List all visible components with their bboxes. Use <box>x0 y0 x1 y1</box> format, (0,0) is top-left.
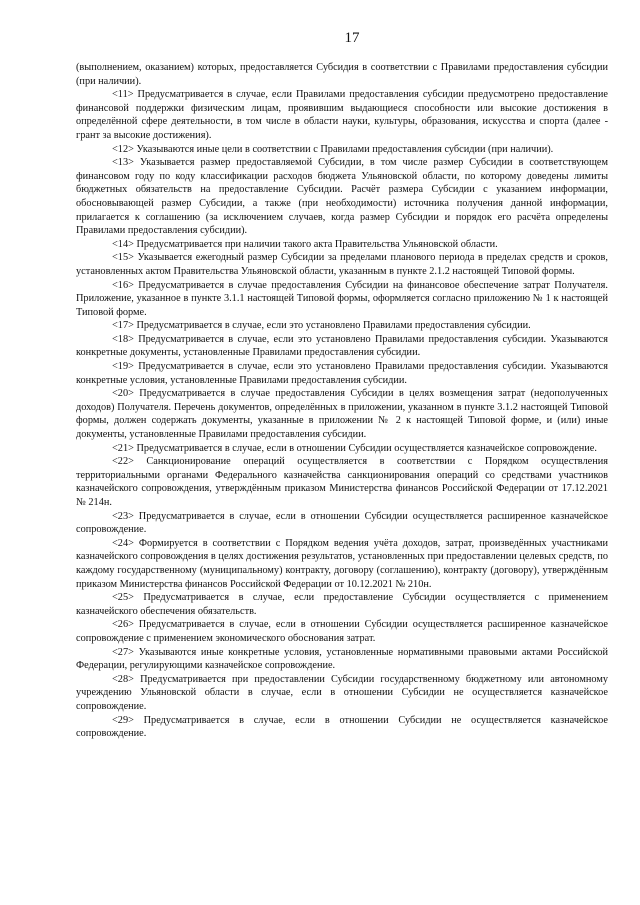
footnote-paragraph: <25> Предусматривается в случае, если предоставление Субсидии осуществляется с применением казначейского обеспечения обязательств. <box>76 592 608 617</box>
footnote-paragraph: <16> Предусматривается в случае предоставления Субсидии на финансовое обеспечение затрат Получателя. Приложение, указанное в пункте 3.1.1 настоящей Типовой формы, оформляется согласно приложению № 1 к настоящей Типовой форме. <box>76 279 608 318</box>
paragraph-continuation: (выполнением, оказанием) которых, предоставляется Субсидия в соответствии с Правилами предоставления субсидии (при наличии). <box>76 62 608 87</box>
footnote-paragraph: <24> Формируется в соответствии с Порядком ведения учёта доходов, затрат, произведённых участниками казначейского сопровождения в целях достижения результатов, установленных при предоставлении целевых средств, по каждому государственному (муниципальному) контракту, договору (соглашению), контракту (договору), утверждённым приказом Министерства финансов Российской Федерации от 10.12.2021 № 210н. <box>76 537 608 590</box>
page-number: 17 <box>344 30 360 46</box>
footnote-paragraph: <29> Предусматривается в случае, если в отношении Субсидии не осуществляется казначейское сопровождение. <box>76 714 608 740</box>
footnote-paragraph: <26> Предусматривается в случае, если в отношении Субсидии осуществляется расширенное казначейское сопровождение с применением экономического обоснования затрат. <box>76 619 608 644</box>
footnote-paragraph: <28> Предусматривается при предоставлении Субсидии государственному бюджетному или автономному учреждению Ульяновской области в случае, если в отношении Субсидии не осуществляется казначейское сопровождение. <box>76 673 608 712</box>
footnote-paragraph: <22> Санкционирование операций осуществляется в соответствии с Порядком осуществления территориальными органами Федерального казначейства санкционирования операций со средствами участников казначейского сопровождения, утверждённым приказом Министерства финансов Российской Федерации от 17.12.2021 № 214н. <box>76 456 608 508</box>
footnote-paragraph: <23> Предусматривается в случае, если в отношении Субсидии осуществляется расширенное казначейское сопровождение. <box>76 510 608 536</box>
footnote-paragraph: <15> Указывается ежегодный размер Субсидии за пределами планового периода в пределах средств и сроков, установленных актом Правительства Ульяновской области, указанным в пункте 2.1.2 настоящей Типовой формы. <box>76 252 608 277</box>
footnote-paragraph: <19> Предусматривается в случае, если это установлено Правилами предоставления субсидии. Указываются конкретные условия, установленные Правилами предоставления субсидии. <box>76 361 608 386</box>
footnote-paragraph: <12> Указываются иные цели в соответствии с Правилами предоставления субсидии (при наличии). <box>112 143 554 155</box>
footnote-paragraph: <13> Указывается размер предоставляемой Субсидии, в том числе размер Субсидии в соответствующем финансовом году по коду классификации расходов бюджета Ульяновской области, по которому доведены лимиты бюджетных обязательств на предоставление Субсидии. Расчёт размера Субсидии с указанием информации, обосновывающей размер Субсидии, а также (при необходимости) источника получения данной информации, прилагается к соглашению (за исключением случаев, когда размер Субсидии и порядок его расчёта определены Правилами предоставления субсидии). <box>76 157 608 237</box>
footnote-paragraph: <11> Предусматривается в случае, если Правилами предоставления субсидии предусмотрено предоставление финансовой поддержки физическим лицам, проявившим выдающиеся способности или высокие достижения в определённой сфере деятельности, в том числе в области науки, культуры, образования, искусства и спорта (далее - грант за высокие достижения). <box>76 89 608 141</box>
footnote-paragraph: <21> Предусматривается в случае, если в отношении Субсидии осуществляется казначейское сопровождение. <box>112 442 597 454</box>
footnotes-text <box>76 61 608 741</box>
footnote-paragraph: <27> Указываются иные конкретные условия, установленные нормативными правовыми актами Российской Федерации, регулирующими казначейское сопровождение. <box>76 646 608 672</box>
footnote-paragraph: <17> Предусматривается в случае, если это установлено Правилами предоставления субсидии. <box>112 320 531 332</box>
footnote-paragraph: <20> Предусматривается в случае предоставления Субсидии в целях возмещения затрат (недополученных доходов) Получателя. Перечень документов, определённых в приложении, указанном в пункте 3.1.2 настоящей Типовой формы, должен содержать документы, указанные в приложении № 2 к настоящей Типовой форме, и (или) иные документы, установленные Правилами предоставления субсидии. <box>76 388 608 441</box>
footnote-paragraph: <18> Предусматривается в случае, если это установлено Правилами предоставления субсидии. Указываются конкретные документы, установленные Правилами предоставления субсидии. <box>76 333 608 359</box>
footnote-paragraph: <14> Предусматривается при наличии такого акта Правительства Ульяновской области. <box>112 238 498 250</box>
